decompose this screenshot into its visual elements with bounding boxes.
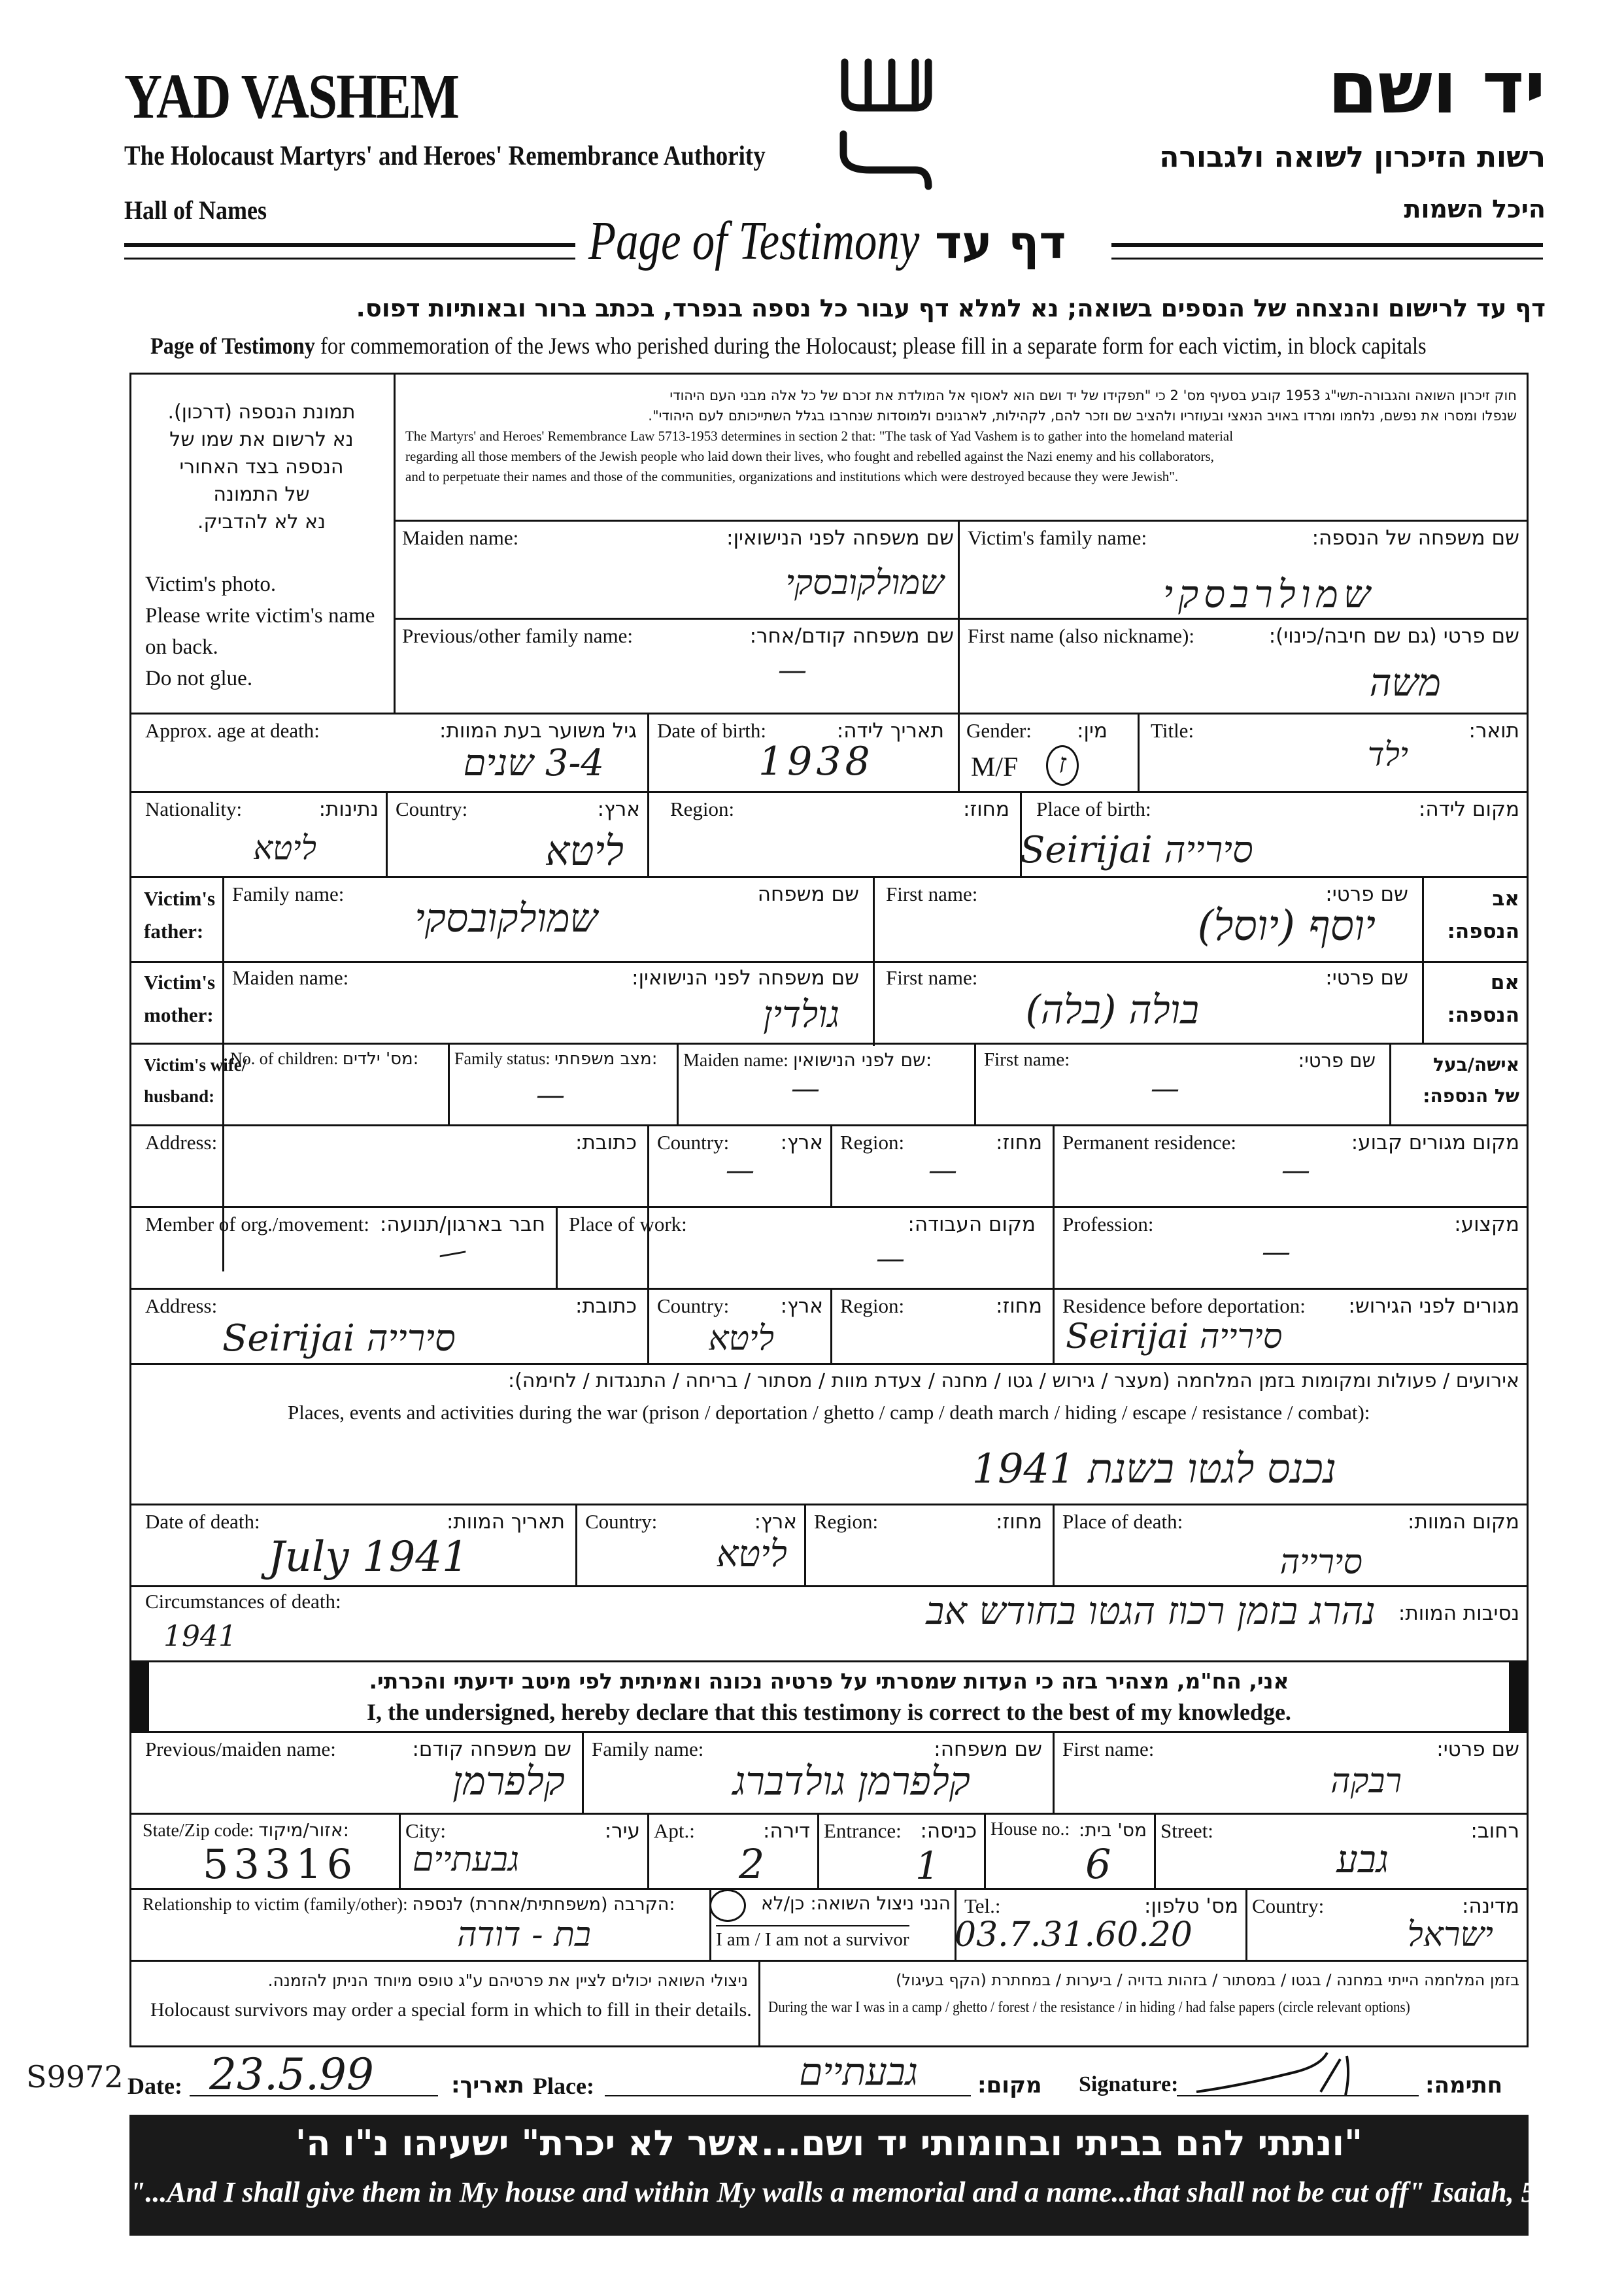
region-label: Region: (670, 798, 735, 820)
place-of-death-value: סירייה (1279, 1543, 1362, 1582)
photo-instructions-he: תמונת הנספה (דרכון). נא לרשום את שמו של הנספה בצד האחורי של התמונה נא לא להדביק. (167, 401, 356, 533)
street-label-he: רחוב: (1470, 1819, 1519, 1843)
title-rule-left (124, 243, 575, 260)
maiden-name-value: שמולקובסקי (785, 563, 944, 603)
profession-label-he: מקצוע: (1454, 1213, 1519, 1236)
apt-label-he: דירה: (762, 1819, 810, 1843)
instructions-en-text: for commemoration of the Jews who perished during the Holocaust; please fill in a separate form for each victim, in block capitals (315, 333, 1427, 359)
father-family-value: שמולקובסקי (414, 896, 598, 941)
permanent-residence-value: — (1281, 1154, 1310, 1187)
family-name-label-he: שם משפחה של הנספה: (1311, 526, 1519, 550)
photo-box-divider (394, 373, 396, 713)
rule (582, 1731, 584, 1813)
witness-family-value: קלפרמן גולדברג (732, 1758, 970, 1804)
rule (677, 1043, 679, 1124)
prev-family-label: Previous/other family name: (402, 624, 633, 647)
witness-country-label: Country: (1252, 1894, 1325, 1917)
pob-value: Seirijai סירייה (1020, 829, 1253, 871)
gender-label: Gender: (966, 719, 1032, 742)
rule (1154, 1813, 1156, 1888)
rule (129, 713, 1529, 714)
place-of-work-value: — (876, 1242, 905, 1275)
rule (129, 1888, 1529, 1890)
rule (1422, 876, 1424, 1043)
rule (1138, 713, 1140, 791)
rule (958, 713, 960, 791)
signature-label: Signature: (1079, 2072, 1179, 2096)
member-label: Member of org./movement: (145, 1213, 369, 1235)
rule (129, 876, 1529, 878)
city-value: גבעתיים (412, 1840, 519, 1879)
rule (1245, 1888, 1247, 1960)
house-no-value: 6 (1085, 1840, 1111, 1888)
dob-value: 1938 (758, 739, 874, 784)
place-label-he: מקום: (977, 2072, 1042, 2098)
spouse-maiden-label: Maiden name: שם לפני הנישואין: (683, 1049, 932, 1071)
date-label: Date: (127, 2073, 182, 2099)
rule (129, 1504, 1529, 1505)
father-first-label-he: שם פרטי: (1325, 882, 1408, 906)
witness-prev-label-he: שם משפחה קודם: (412, 1738, 571, 1761)
witness-first-value: רבקה (1330, 1762, 1402, 1801)
first-name-label: First name (also nickname): (968, 624, 1194, 647)
maiden-name-label: Maiden name: (402, 526, 519, 549)
death-region-label-he: מחוז: (996, 1510, 1042, 1534)
gender-mf: M/F (971, 752, 1019, 782)
gender-label-he: מין: (1077, 719, 1108, 743)
family-name-label: Victim's family name: (968, 526, 1147, 549)
photo-instructions-en: Victim's photo. Please write victim's name on back. Do not glue. (145, 573, 375, 690)
residence-before-label: Residence before deportation: (1062, 1294, 1306, 1317)
rule (1053, 1504, 1055, 1585)
death-region-label: Region: (814, 1510, 879, 1533)
page-title-he: דף עד (935, 216, 1066, 269)
place-underline (605, 2095, 971, 2096)
address2-label: Address: (145, 1294, 218, 1317)
rule (129, 1288, 1529, 1290)
rule (647, 1813, 649, 1888)
tel-value: 03.7.31.60.20 (955, 1915, 1193, 1955)
death-country-label: Country: (585, 1510, 658, 1533)
age-label-he: גיל משוער בעת המוות: (439, 719, 637, 743)
rule (1053, 1731, 1055, 1813)
mother-first-value: בולה (בלה) (1025, 987, 1199, 1033)
father-label: Victim's father: (144, 887, 216, 943)
apt-value: 2 (739, 1840, 765, 1888)
rule (129, 1206, 1529, 1208)
family-status-value: — (536, 1079, 565, 1112)
instructions-en (150, 332, 1427, 360)
city-label: City: (405, 1819, 447, 1842)
witness-first-label-he: שם פרטי: (1436, 1738, 1519, 1761)
rule (647, 791, 649, 876)
date-of-death-label: Date of death: (145, 1510, 260, 1533)
rule (817, 1813, 819, 1888)
region2-label-he: מחוז: (996, 1131, 1042, 1154)
signature-label-he: חתימה: (1425, 2072, 1503, 2098)
witness-country-label-he: מדינה: (1461, 1894, 1519, 1918)
address-label: Address: (145, 1131, 218, 1154)
children-label: No. of children: מס' ילדים: (230, 1049, 419, 1069)
rule (386, 791, 388, 876)
member-value: — (435, 1233, 470, 1271)
rule (129, 791, 1529, 793)
country3-label-he: ארץ: (780, 1294, 823, 1318)
place-of-death-label: Place of death: (1062, 1510, 1183, 1533)
hall-of-names-en: Hall of Names (124, 195, 267, 225)
survivor-note-he: ניצולי השואה יכולים לציין את פרטיהם ע"ג טופס מיוחד הניתן להזמנה. (267, 1971, 748, 1990)
address2-value: Seirijai סירייה (222, 1317, 456, 1360)
region-label-he: מחוז: (963, 798, 1009, 821)
apt-label: Apt.: (654, 1819, 695, 1842)
events-label-en: Places, events and activities during the war (prison / deportation / ghetto / camp / death march / hiding / escape / resistance / combat): (288, 1401, 1370, 1424)
authority-en: The Holocaust Martyrs' and Heroes' Remembrance Authority (124, 141, 766, 171)
nationality-label-he: נתינות: (318, 798, 379, 821)
rule (394, 618, 1529, 620)
rule (984, 1813, 986, 1888)
entrance-value: 1 (915, 1843, 939, 1888)
gender-circled-value: ז (1046, 745, 1079, 786)
region3-label-he: מחוז: (996, 1294, 1042, 1318)
permanent-residence-label: Permanent residence: (1062, 1131, 1236, 1154)
father-first-value: יוסף (יוסל) (1197, 902, 1376, 950)
house-no-label: House no.: (990, 1819, 1070, 1840)
pob-label-he: מקום לידה: (1418, 798, 1519, 821)
date-of-death-value: July 1941 (268, 1533, 469, 1581)
declaration-bar-right (1509, 1660, 1529, 1731)
family-status-label: Family status: מצב משפחתי: (454, 1049, 658, 1069)
tel-label: Tel.: (964, 1894, 1001, 1917)
entrance-label: Entrance: (824, 1819, 902, 1842)
mother-first-label-he: שם פרטי: (1325, 966, 1408, 990)
death-country-value: ליטא (716, 1533, 787, 1575)
relationship-value: בת - דודה (457, 1915, 591, 1955)
date-label-he: תאריך: (451, 2072, 524, 2098)
spouse-first-label: First name: (984, 1049, 1070, 1070)
residence-before-value: Seirijai סירייה (1066, 1317, 1283, 1356)
family-name-value: שמולרבסקי (1162, 572, 1376, 616)
rule (129, 1960, 1529, 1962)
circumstances-value: נהרג בזמן רכוז הגטו בחודש אב (926, 1588, 1376, 1633)
place-label: Place: (533, 2073, 594, 2099)
rule (399, 1813, 401, 1888)
age-label: Approx. age at death: (145, 719, 320, 742)
circumstances-label-he: נסיבות המוות: (1398, 1602, 1519, 1625)
rule (129, 1363, 1529, 1365)
footer-banner (129, 2115, 1574, 2236)
region2-value: — (928, 1154, 957, 1187)
rule (830, 1288, 832, 1363)
title-rule-right (1111, 243, 1543, 260)
rule (830, 1124, 832, 1206)
instructions-he: דף עד לרישום והנצחה של הנספים בשואה; נא למלא דף עבור כל נספה בנפרד, בכתב ברור ובאותיות דפוס. (356, 294, 1546, 322)
place-of-death-label-he: מקום המוות: (1408, 1510, 1519, 1534)
witness-country-value: ישראל (1407, 1915, 1493, 1955)
rule (129, 1043, 1529, 1045)
spouse-maiden-value: — (791, 1072, 820, 1105)
place-value: גבעתיים (799, 2049, 918, 2094)
authority-he: רשות הזיכרון לשואה ולגבורה (1159, 141, 1546, 174)
declaration-en: I, the undersigned, hereby declare that this testimony is correct to the best of my knowledge. (367, 1699, 1291, 1725)
instructions-en-bold: Page of Testimony (150, 333, 316, 359)
rule (448, 1043, 450, 1124)
witness-family-label-he: שם משפחה: (934, 1738, 1042, 1761)
title-value: ילד (1367, 735, 1408, 773)
spouse-label: Victim's wife/ husband: (144, 1055, 247, 1106)
country-label: Country: (396, 798, 468, 820)
address2-label-he: כתובת: (575, 1294, 637, 1318)
page-title-en: Page of Testimony (588, 210, 920, 271)
date-value: 23.5.99 (209, 2049, 374, 2100)
rule (394, 520, 1529, 522)
law-text: חוק זיכרון השואה והגבורה-תשי"ג 1953 קובע בסעיף מס' 2 כי "תפקידו של יד ושם הוא לאסוף אל המולדת את זכרם של כל אלה מבני העם היהודי שנפלו ומסרו את נפשם, נלחמו ומרדו באויב הנאצי ובעוזריו ולהציב שם וזכר להם, לקהילות, לארגונים ולמוסדות שנחרבו בגלל השתייכותם לעם היהודי". The Martyrs' and Heroes' Remembrance Law 5713-1953 determines in section 2 that: "The task of Yad Vashem is to gather into the homeland material regarding all those members of the Jewish people who laid down their lives, who fought and rebelled against the Nazi enemy and his collaborators, and to perpetuate their names and those of the communities, organizations and institutions which were destroyed because they were Jewish". (405, 388, 1517, 484)
prev-family-value: — (778, 654, 807, 687)
margin-code: S9972 (26, 2059, 124, 2094)
profession-value: — (1262, 1235, 1291, 1269)
dob-label: Date of birth: (657, 719, 767, 742)
residence-before-label-he: מגורים לפני הגירוש: (1348, 1294, 1519, 1318)
country-value: ליטא (545, 827, 624, 875)
rule (129, 1585, 1529, 1587)
spouse-label-he: אישה/בעל של הנספה: (1423, 1054, 1519, 1107)
rule (958, 520, 960, 713)
events-value: נכנס לגטו בשנת 1941 (972, 1445, 1336, 1492)
circumstances-year: 1941 (163, 1620, 237, 1653)
country2-value: — (726, 1154, 754, 1187)
country3-value: ליטא (708, 1319, 774, 1358)
footer-quote-he: "ונתתי להם בביתי ובחומותי יד ושם...אשר לא יכרת" ישעיהו נ"ו ה' (295, 2123, 1363, 2164)
org-name-en: YAD VASHEM (124, 61, 459, 132)
mother-maiden-label-he: שם משפחה לפני הנישואין: (632, 966, 859, 990)
dob-label-he: תאריך לידה: (836, 719, 944, 743)
mother-label-he: אם הנספה: (1447, 971, 1519, 1027)
title-label: Title: (1151, 719, 1194, 742)
first-name-label-he: שם פרטי (גם שם חיבה/כינוי): (1268, 624, 1519, 648)
hall-of-names-he: היכל השמות (1404, 195, 1546, 224)
spouse-first-value: — (1151, 1072, 1179, 1105)
father-label-he: אב הנספה: (1447, 887, 1519, 943)
region2-label: Region: (840, 1131, 905, 1154)
witness-first-label: First name: (1062, 1738, 1155, 1760)
rule (129, 961, 1529, 963)
rule (129, 1813, 1529, 1815)
witness-prev-value: קלפרמן (452, 1758, 565, 1804)
permanent-residence-label-he: מקום מגורים קבוע: (1351, 1131, 1519, 1154)
relationship-label: Relationship to victim (family/other): הקרבה (משפחתית/אחרת) לנספה: (143, 1894, 675, 1915)
circumstances-label: Circumstances of death: (145, 1590, 341, 1613)
org-name-he: יד ושם (1327, 46, 1546, 129)
father-family-label: Family name: (232, 882, 345, 905)
footer-quote-en: "...And I shall give them in My house and within My walls a memorial and a name...that shall not be cut off" Isaiah, 56:5 (129, 2176, 1574, 2208)
survivor-label-en: I am / I am not a survivor (716, 1925, 909, 1951)
house-no-label-he: מס' בית: (1078, 1819, 1147, 1841)
survivor-label-he: הנני ניצול השואה: כן/לא (760, 1892, 951, 1914)
survivor-note-en: Holocaust survivors may order a special form in which to fill in their details. (150, 1999, 752, 2021)
street-value: גבע (1336, 1837, 1389, 1881)
spouse-first-label-he: שם פרטי: (1298, 1049, 1376, 1071)
zip-label: State/Zip code: אזור/מיקוד: (143, 1819, 350, 1841)
rule (556, 1206, 558, 1288)
nationality-value: ליטא (253, 829, 316, 867)
place-of-work-label: Place of work: (569, 1213, 687, 1235)
events-label-he: אירועים / פעולות ומקומות בזמן המלחמה (מעצר / גירוש / גטו / מחנה / צעדת מוות / מסתור / בריחה / התנגדות / לחימה): (507, 1370, 1519, 1392)
war-note-en: During the war I was in a camp / ghetto / forest / the resistance / in hiding / had false papers (circle relevant options) (768, 1999, 1410, 2016)
rule (1053, 1288, 1055, 1363)
rule (647, 1288, 649, 1363)
witness-family-label: Family name: (592, 1738, 704, 1760)
country2-label: Country: (657, 1131, 730, 1154)
death-country-label-he: ארץ: (754, 1510, 797, 1534)
nationality-label: Nationality: (145, 798, 243, 820)
tel-label-he: מס' טלפון: (1144, 1894, 1238, 1918)
rule (647, 713, 649, 791)
father-family-label-he: שם משפחה (757, 882, 859, 906)
region3-label: Region: (840, 1294, 905, 1317)
survivor-circle (709, 1889, 746, 1922)
declaration-he: אני, הח"מ, מצהיר בזה כי העדות שמסרתי על פרטיה נכונה ואמיתית לפי מיטב ידיעתי והכרתי. (369, 1668, 1289, 1694)
rule (758, 1960, 760, 2047)
zip-value: 53316 (203, 1840, 358, 1888)
rule (129, 1731, 1529, 1733)
war-note-he: בזמן המלחמה הייתי במחנה / בגטו / במסתור / בזהות בדויה / ביערות / במחתרת (הקף בעיגול) (896, 1971, 1519, 1989)
mother-label: Victim's mother: (144, 971, 216, 1026)
mother-first-label: First name: (886, 966, 978, 989)
prev-family-label-he: שם משפחה קודם/אחר: (749, 624, 954, 648)
maiden-name-label-he: שם משפחה לפני הנישואין: (726, 526, 954, 550)
mother-maiden-value: גולדין (763, 994, 839, 1036)
rule (575, 1504, 577, 1585)
street-label: Street: (1160, 1819, 1213, 1842)
father-first-label: First name: (886, 882, 978, 905)
witness-prev-label: Previous/maiden name: (145, 1738, 336, 1760)
pob-label: Place of birth: (1036, 798, 1151, 820)
city-label-he: עיר: (604, 1819, 640, 1843)
country-label-he: ארץ: (597, 798, 640, 821)
mother-maiden-label: Maiden name: (232, 966, 349, 989)
rule (129, 1124, 1529, 1126)
signature-mark (1190, 2046, 1399, 2098)
rule (129, 1660, 1529, 1662)
rule (974, 1043, 976, 1124)
rule (804, 1504, 806, 1585)
place-of-work-label-he: מקום העבודה: (907, 1213, 1036, 1236)
title-label-he: תואר: (1468, 719, 1519, 743)
declaration-bar-left (129, 1660, 149, 1731)
age-value: 3-4 שנים (463, 742, 604, 784)
profession-label: Profession: (1062, 1213, 1154, 1235)
country2-label-he: ארץ: (780, 1131, 823, 1154)
entrance-label-he: כניסה: (920, 1819, 977, 1843)
date-of-death-label-he: תאריך המוות: (446, 1510, 565, 1534)
rule (1389, 1043, 1391, 1124)
yad-vashem-logo (830, 49, 941, 199)
member-label-he: חבר בארגון/תנועה: (379, 1213, 545, 1236)
address-label-he: כתובת: (575, 1131, 637, 1154)
first-name-value: משה (1369, 660, 1441, 705)
country3-label: Country: (657, 1294, 730, 1317)
